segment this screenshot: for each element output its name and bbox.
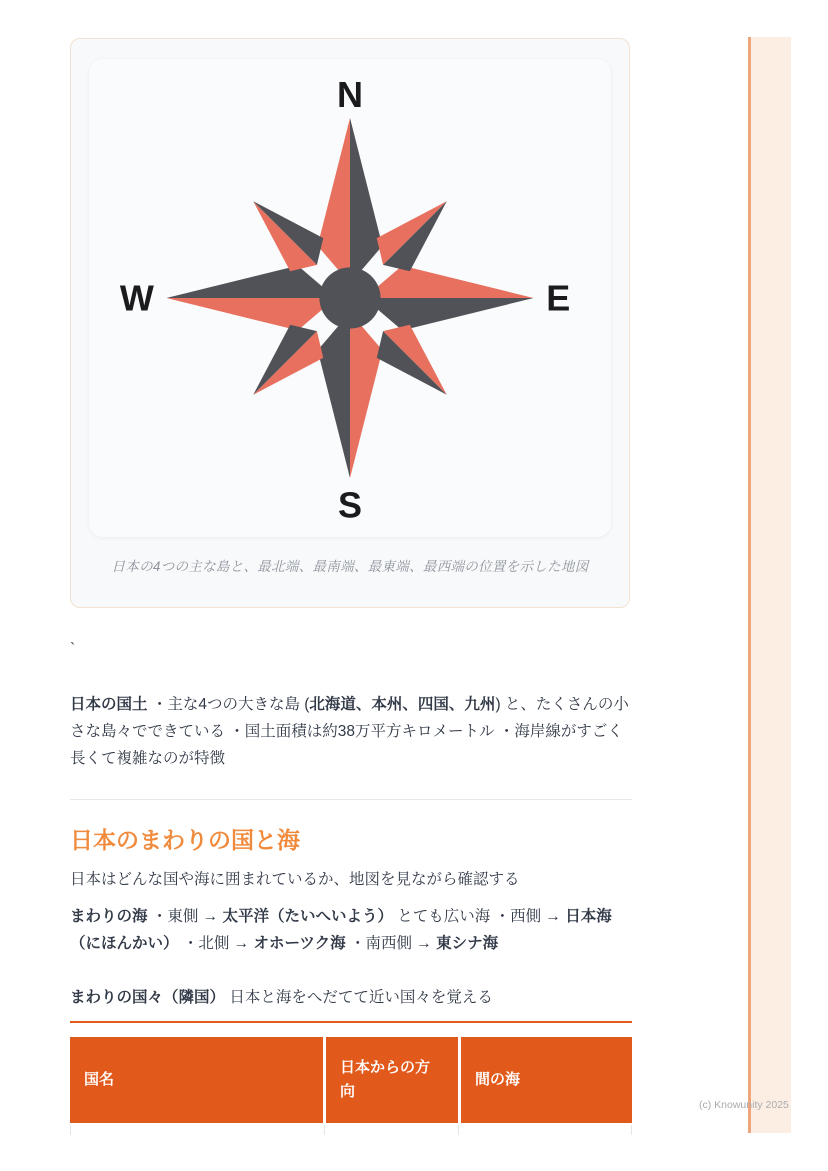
paragraph-surroundings-intro: 日本はどんな国や海に囲まれているか、地図を見ながら確認する — [70, 871, 520, 888]
table-top-border — [70, 1021, 632, 1023]
main-islands-bold: 北海道、本州、四国、九州 — [309, 696, 496, 713]
compass-figure — [89, 59, 611, 537]
table-row — [70, 1125, 632, 1135]
compass-hub — [319, 267, 380, 328]
figure-caption: 日本の4つの主な島と、最北端、最南端、最東端、最西端の位置を示した地図 — [111, 559, 589, 574]
compass-label-east: E — [546, 277, 571, 319]
neighbors-lead-bold: まわりの国々（隣国） — [70, 989, 226, 1006]
paragraph-neighbor-countries: まわりの国々（隣国） 日本と海をへだてて近い国々を覚える — [70, 989, 493, 1006]
seas-lead-bold: まわりの海 — [70, 908, 148, 925]
paragraph-surrounding-seas: まわりの海 ・東側 → 太平洋（たいへいよう） とても広い海 ・西側 → 日本海（にほんかい） ・北側 → オホーツク海 ・南西側 → 東シナ海 — [70, 908, 612, 952]
compass-label-west: W — [119, 277, 154, 319]
column-header-country: 国名 — [70, 1037, 323, 1123]
territory-lead-bold: 日本の国土 — [70, 696, 148, 713]
page-edge-stripe — [748, 37, 791, 1133]
east-china-sea-bold: 東シナ海 — [436, 935, 499, 952]
column-header-sea: 間の海 — [461, 1037, 632, 1123]
compass-label-south: S — [337, 484, 363, 523]
copyright-watermark: (c) Knowunity 2025 — [699, 1099, 789, 1111]
section-heading-surroundings: 日本のまわりの国と海 — [70, 827, 300, 853]
pacific-bold: 太平洋（たいへいよう） — [222, 908, 393, 925]
okhotsk-bold: オホーツク海 — [253, 935, 346, 952]
sea-of-japan-bold: 日本海（にほんかい） — [70, 908, 612, 952]
paragraph-japan-territory: 日本の国土 ・主な4つの大きな島 (北海道、本州、四国、九州) と、たくさんの小さな島々でできている ・国土面積は約38万平方キロメートル ・海岸線がすごく長くて複雑なのが特徴 — [70, 696, 629, 767]
compass-rose-icon — [117, 73, 583, 523]
stray-backtick: ` — [70, 641, 76, 658]
compass-label-north: N — [337, 74, 363, 116]
table-header-row — [70, 1037, 632, 1123]
figure-card — [70, 38, 630, 608]
column-header-direction: 日本からの方向 — [326, 1037, 458, 1123]
neighbor-countries-table — [70, 1021, 632, 1135]
section-divider — [70, 799, 632, 800]
